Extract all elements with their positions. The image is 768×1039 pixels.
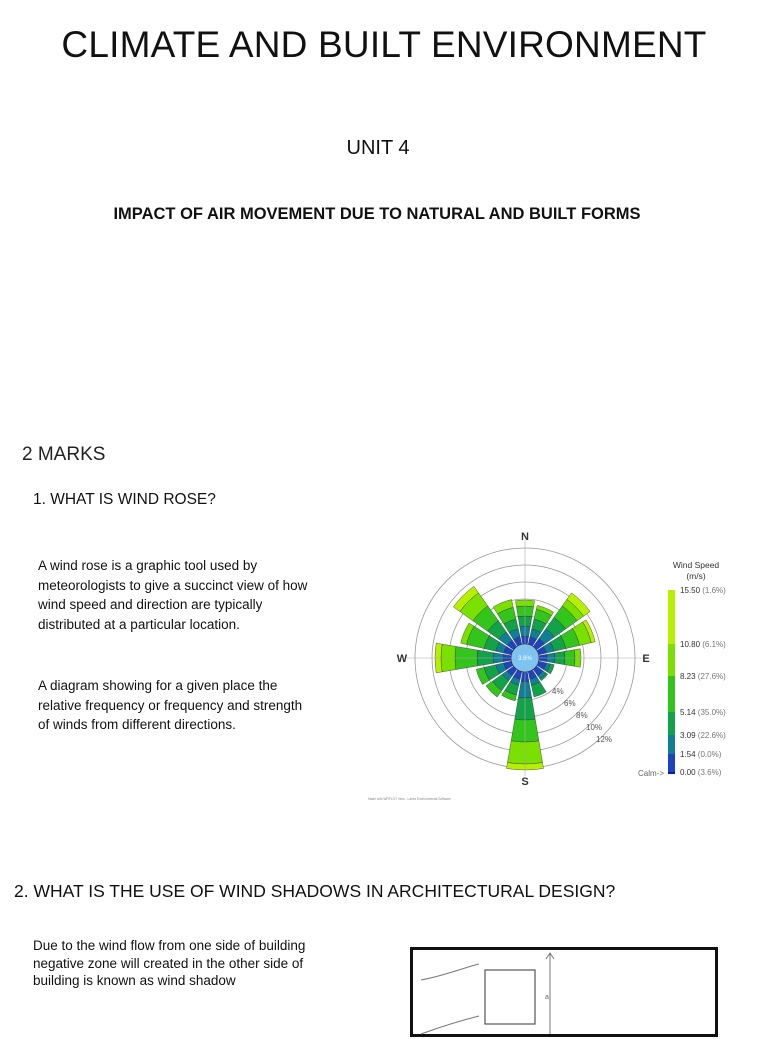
wind-rose-calm-label: 3.6%: [518, 656, 532, 662]
wind-rose-figure: [368, 520, 750, 810]
question-2-paragraph-1: Due to the wind flow from one side of building negative zone will created in the other side of building is known as wind shadow: [33, 938, 306, 988]
direction-label-north: N: [521, 531, 529, 543]
question-1-paragraph-2: A diagram showing for a given place the relative frequency or frequency and strength of winds from different directions.: [38, 678, 303, 732]
section-heading-2-marks: 2 MARKS: [22, 444, 106, 465]
legend-color-swatch: [668, 644, 675, 676]
legend-color-swatch: [668, 590, 675, 644]
legend-calm-label: Calm->: [638, 769, 665, 778]
direction-label-west: W: [396, 653, 408, 665]
legend-entry: 3.09 (22.6%): [680, 731, 726, 740]
dimension-label-a: a: [545, 994, 549, 1001]
wind-speed-legend: [638, 560, 726, 778]
ring-label: 10%: [586, 723, 603, 732]
legend-color-swatch: [668, 754, 675, 772]
wind-rose-petals: [435, 586, 595, 770]
ring-label: 8%: [576, 711, 588, 720]
question-1-heading: 1. WHAT IS WIND ROSE?: [33, 491, 216, 508]
legend-color-swatch: [668, 772, 675, 774]
figure-credit: Made with WRPLOT View - Lakes Environmental Software: [368, 797, 451, 801]
document-title: CLIMATE AND BUILT ENVIRONMENT: [61, 24, 707, 65]
legend-entry: 0.00 (3.6%): [680, 768, 722, 777]
ring-label: 12%: [596, 735, 613, 744]
direction-label-east: E: [642, 653, 650, 665]
legend-entry: 10.80 (6.1%): [680, 640, 726, 649]
legend-units: (m/s): [686, 571, 706, 581]
wind-shadow-sketch: [413, 950, 715, 1034]
legend-entry: 5.14 (35.0%): [680, 708, 726, 717]
ring-label: 6%: [564, 699, 576, 708]
direction-label-south: S: [521, 776, 529, 788]
legend-color-swatch: [668, 712, 675, 735]
legend-entry: 15.50 (1.6%): [680, 586, 726, 595]
legend-entry: 1.54 (0.0%): [680, 750, 722, 759]
legend-color-swatch: [668, 676, 675, 712]
question-1-paragraph-1: A wind rose is a graphic tool used by meteorologists to give a succinct view of how wind speed and direction are typically distributed at a particular location.: [38, 558, 308, 632]
legend-color-swatch: [668, 735, 675, 754]
wind-shadow-diagram: [410, 947, 718, 1037]
unit-title: UNIT 4: [346, 137, 410, 159]
ring-label: 4%: [552, 687, 564, 696]
unit-subtitle: IMPACT OF AIR MOVEMENT DUE TO NATURAL AND BUILT FORMS: [113, 205, 641, 223]
question-2-heading: 2. WHAT IS THE USE OF WIND SHADOWS IN ARCHITECTURAL DESIGN?: [14, 881, 616, 901]
legend-title: Wind Speed: [672, 560, 720, 570]
legend-entry: 8.23 (27.6%): [680, 672, 726, 681]
